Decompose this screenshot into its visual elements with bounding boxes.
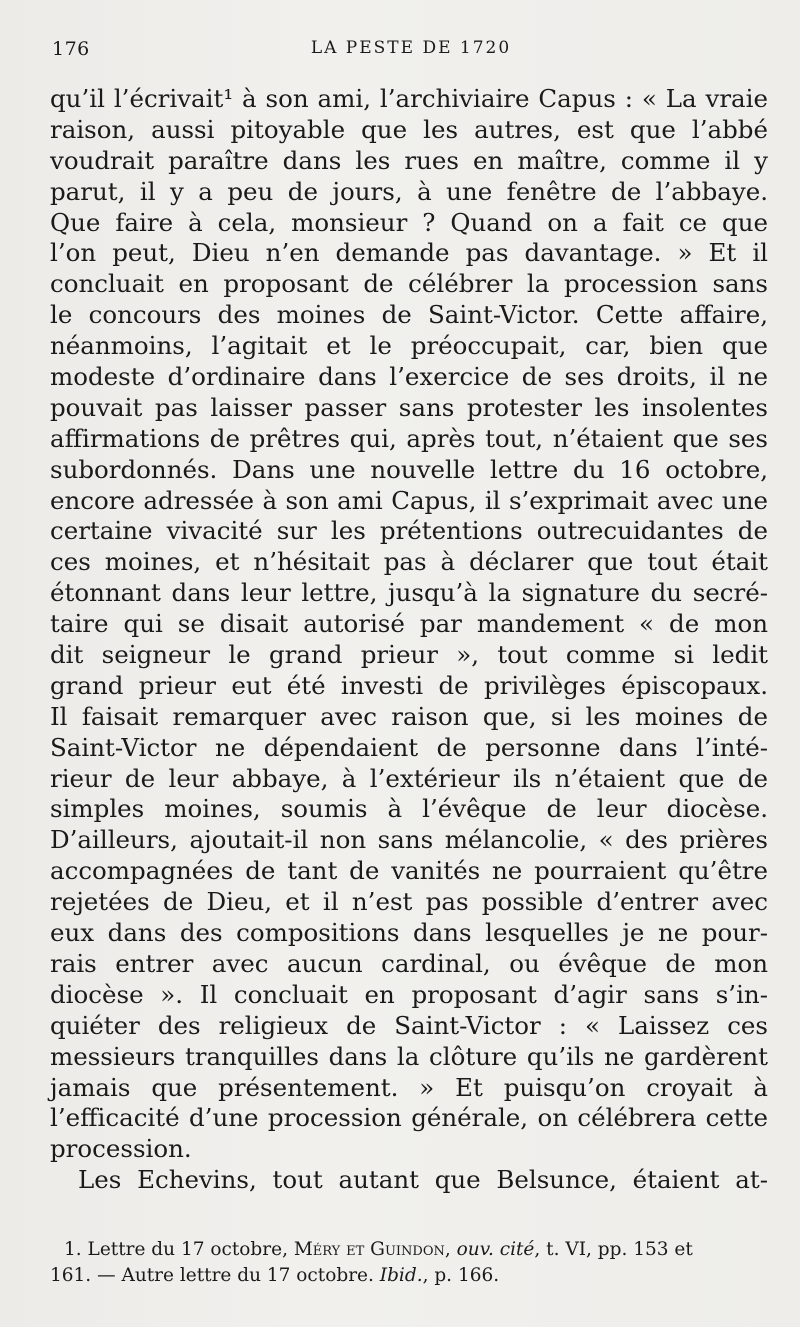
text-line: l’efficacité d’une procession générale, on célébrera cette (50, 1103, 768, 1133)
footnote-text: 161. — Autre lettre du 17 octobre. (50, 1265, 380, 1286)
text-line: le concours des moines de Saint-Victor. Cette affaire, (50, 300, 768, 330)
text-line: ces moines, et n’hésitait pas à déclarer que tout était (50, 547, 768, 577)
text-line: messieurs tranquilles dans la clôture qu’ils ne gardèrent (50, 1041, 768, 1071)
text-line: procession. (50, 1134, 192, 1164)
text-line: Que faire à cela, monsieur ? Quand on a fait ce que (50, 207, 768, 237)
footnote-ibid: Ibid. (379, 1265, 423, 1286)
footnote-text: 1. Lettre du 17 octobre, (64, 1239, 294, 1260)
footnote-text: , (444, 1239, 457, 1260)
text-line: étonnant dans leur lettre, jusqu’à la signature du secré- (50, 578, 768, 608)
footnote-authors: Méry et Guindon (293, 1239, 445, 1260)
text-line: diocèse ». Il concluait en proposant d’agir sans s’in- (50, 979, 768, 1009)
text-line: rejetées de Dieu, et il n’est pas possible d’entrer avec (50, 887, 768, 917)
page-number: 176 (52, 38, 90, 60)
text-line: qu’il l’écrivait¹ à son ami, l’archiviaire Capus : « La vraie (50, 84, 768, 113)
text-line: grand prieur eut été investi de privilèges épiscopaux. (50, 670, 768, 700)
text-line: rais entrer avec aucun cardinal, ou évêque de mon (50, 948, 768, 978)
text-line: Saint-Victor ne dépendaient de personne dans l’inté- (50, 732, 768, 762)
footnote-line (50, 1237, 780, 1263)
text-line: l’on peut, Dieu n’en demande pas davantage. » Et il (50, 238, 768, 268)
text-line: dit seigneur le grand prieur », tout comme si ledit (50, 640, 768, 670)
text-line: modeste d’ordinaire dans l’exercice de ses droits, il ne (50, 362, 768, 392)
footnote-line (50, 1263, 780, 1289)
text-line: encore adressée à son ami Capus, il s’exprimait avec une (50, 485, 768, 515)
footnote-text: , t. VI, pp. 153 et (534, 1239, 693, 1260)
text-line: parut, il y a peu de jours, à une fenêtre de l’abbaye. (50, 176, 768, 206)
text-line: néanmoins, l’agitait et le préoccupait, car, bien que (50, 331, 768, 361)
text-line: certaine vivacité sur les prétentions outrecuidantes de (50, 516, 768, 546)
running-title: LA PESTE DE 1720 (310, 38, 512, 58)
footnotes (50, 1237, 780, 1289)
text-line: Les Echevins, tout autant que Belsunce, étaient at- (78, 1165, 768, 1195)
text-line: eux dans des compositions dans lesquelles je ne pour- (50, 918, 768, 948)
footnote-work-title: ouv. cité (456, 1239, 535, 1260)
body-text (50, 84, 768, 1196)
text-line: voudrait paraître dans les rues en maître, comme il y (50, 145, 768, 175)
text-line: rieur de leur abbaye, à l’extérieur ils n’étaient que de (50, 763, 768, 793)
text-line: quiéter des religieux de Saint-Victor : « Laissez ces (50, 1010, 768, 1040)
text-line: D’ailleurs, ajoutait-il non sans mélancolie, « des prières (50, 825, 768, 855)
footnote-text: , p. 166. (422, 1265, 500, 1286)
text-line: concluait en proposant de célébrer la procession sans (50, 269, 768, 299)
text-line: jamais que présentement. » Et puisqu’on croyait à (50, 1072, 768, 1102)
text-line: simples moines, soumis à l’évêque de leur diocèse. (50, 794, 768, 824)
text-line: accompagnées de tant de vanités ne pourraient qu’être (50, 856, 768, 886)
text-line: affirmations de prêtres qui, après tout, n’étaient que ses (50, 423, 768, 453)
text-line: Il faisait remarquer avec raison que, si les moines de (50, 701, 768, 731)
text-line: taire qui se disait autorisé par mandement « de mon (50, 609, 768, 639)
text-line: pouvait pas laisser passer sans protester les insolentes (50, 392, 768, 422)
text-line: subordonnés. Dans une nouvelle lettre du 16 octobre, (50, 454, 768, 484)
page-header (52, 38, 770, 62)
text-line: raison, aussi pitoyable que les autres, est que l’abbé (50, 114, 768, 144)
